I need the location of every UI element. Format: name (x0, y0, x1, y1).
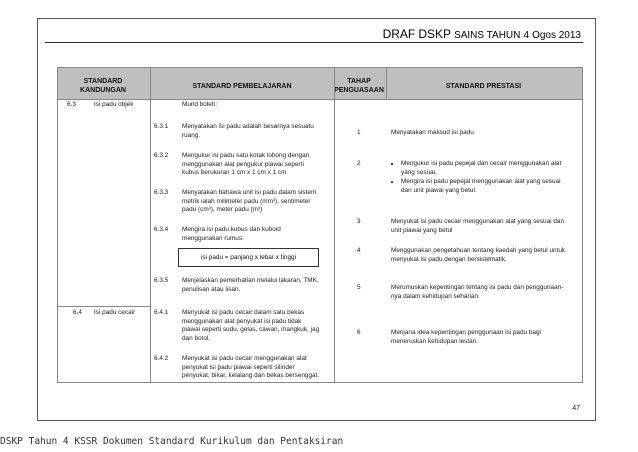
sk-text: Isi padu objek (94, 101, 134, 108)
column-divider (150, 67, 151, 383)
formula-box: isi padu = panjang x lebar x tinggi (178, 248, 319, 267)
footer-text: DSKP Tahun 4 KSSR Dokumen Standard Kurikulum dan Pentaksiran (0, 436, 344, 447)
level-descriptor: Menyatakan maksud isi padu (391, 129, 474, 136)
sp-text: Menyatakan bahawa unit isi padu dalam sistem metrik ialah milimeter padu (mm³), sentimeter padu (cm³), meter padu (m³) (182, 189, 317, 214)
header-standard-kandungan: STANDARD KANDUNGAN (80, 78, 126, 94)
sp-text: Menyukat isi padu cecair menggunakan alat penyukat isi padu piawai seperti silinder penyukat, bikar, kelalang dan bekas bersenggat. (182, 355, 320, 380)
column-divider (334, 67, 335, 383)
sp-number: 6.3.5 (154, 277, 169, 284)
level-descriptor: Merumuskan kepentingan tentang isi padu dan penggunaan- nya dalam kehidupan seharian. (391, 284, 564, 300)
column-divider (386, 67, 387, 98)
level-descriptor: Menggunakan pengetahuan tentang kaedah yang betul untuk menyukat isi padu dengan bersistematik. (391, 247, 566, 263)
level-bullet: • Mengukur isi padu pepejal dan cecair menggunakan alat yang sesuai. (401, 160, 581, 177)
level-descriptor: Menjana idea kepentingan penggunaan isi padu bagi meneruskan kehidupan lestari. (391, 329, 541, 345)
row-divider (57, 306, 150, 307)
sp-text: Menjelaskan pemerhatian melalui lakaran, TMK, penulisan atau lisan. (182, 277, 319, 293)
sp-text: Menyukat isi padu cecair dalam satu bekas menggunakan alat penyukat isi padu tidak piawai seperti sudu, gelas, cawan, mangkuk, jag dan botol. (182, 309, 320, 342)
document-title: DRAF DSKP SAINS TAHUN 4 Ogos 2013 (382, 27, 581, 41)
header-tahap-penguasaan: TAHAP PENGUASAAN (334, 78, 384, 94)
header-standard-prestasi: STANDARD PRESTASI (445, 83, 522, 90)
sp-number: 6.3.4 (154, 226, 169, 233)
sp-text: Mengira isi padu kubus dan kuboid menggunakan rumus: (182, 226, 281, 242)
sp-number: 6.3.1 (154, 123, 169, 130)
page-number: 47 (572, 405, 580, 412)
sk-text: Isi padu cecair (94, 309, 136, 316)
sp-number: 6.3.2 (154, 152, 169, 159)
level-number: 2 (357, 160, 361, 167)
sp-number: 6.3.3 (154, 189, 169, 196)
level-number: 5 (357, 284, 361, 291)
level-number: 3 (357, 218, 361, 225)
level-descriptor: Menyukat isi padu cecair menggunakan alat yang sesuai dan unit piawai yang betul (391, 218, 565, 234)
sp-number: 6.4.2 (154, 355, 169, 362)
sk-number: 6.3 (67, 101, 76, 108)
sp-text: Menyatakan isi padu adalah besarnya sesuatu ruang. (182, 123, 314, 139)
header-rule (45, 42, 583, 43)
sp-number: 6.4.1 (154, 309, 169, 316)
sp-text: Mengukur isi padu satu kotak lohong dengan menggunakan alat pengukur piawai seperti kubus berukuran 1 cm x 1 cm x 1 cm (182, 152, 310, 177)
level-bullet: • Mengira isi padu pepejal menggunakan alat yang sesuai dan unit piawai yang betul. (401, 178, 581, 195)
level-number: 4 (357, 247, 361, 254)
sp-intro: Murid boleh: (182, 101, 218, 108)
level-number: 1 (357, 129, 361, 136)
level-number: 6 (357, 329, 361, 336)
level-descriptor (391, 160, 581, 196)
sk-number: 6.4 (73, 309, 82, 316)
header-standard-pembelajaran: STANDARD PEMBELAJARAN (192, 83, 292, 90)
